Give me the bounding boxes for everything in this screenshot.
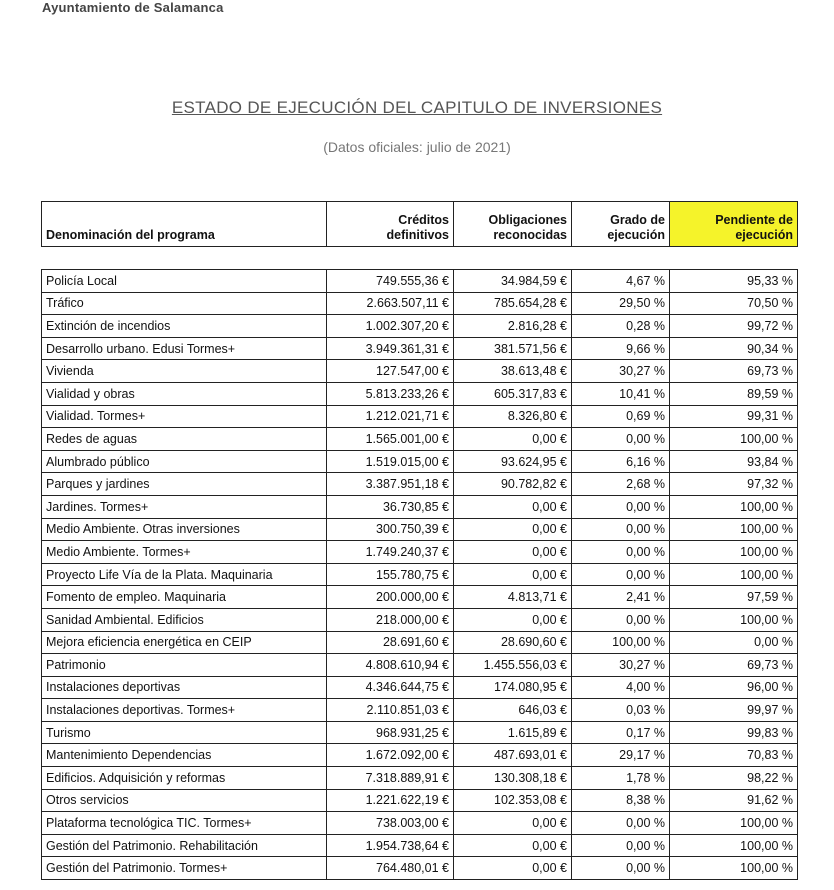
program-name-cell: Edificios. Adquisición y reformas — [42, 767, 327, 790]
column-header-execution-degree — [572, 202, 670, 247]
program-name-cell: Patrimonio — [42, 654, 327, 677]
column-header-pending-line2: ejecución — [735, 228, 793, 242]
credits-cell: 7.318.889,91 € — [327, 767, 454, 790]
program-name-cell: Turismo — [42, 721, 327, 744]
program-name-cell: Mantenimiento Dependencias — [42, 744, 327, 767]
execution-degree-cell: 2,68 % — [572, 473, 670, 496]
obligations-cell: 4.813,71 € — [454, 586, 572, 609]
pending-execution-cell: 100,00 % — [670, 608, 798, 631]
program-name-cell: Redes de aguas — [42, 428, 327, 451]
credits-cell: 300.750,39 € — [327, 518, 454, 541]
spacer-cell — [327, 247, 454, 270]
table-body — [42, 247, 798, 880]
table-row — [42, 315, 798, 338]
execution-degree-cell: 4,67 % — [572, 270, 670, 293]
table-row — [42, 382, 798, 405]
column-header-obligations-line2: reconocidas — [493, 228, 567, 242]
program-name-cell: Fomento de empleo. Maquinaria — [42, 586, 327, 609]
pending-execution-cell: 70,83 % — [670, 744, 798, 767]
obligations-cell: 174.080,95 € — [454, 676, 572, 699]
column-header-pending-execution — [670, 202, 798, 247]
obligations-cell: 1.455.556,03 € — [454, 654, 572, 677]
credits-cell: 127.547,00 € — [327, 360, 454, 383]
execution-degree-cell: 8,38 % — [572, 789, 670, 812]
column-header-obligations — [454, 202, 572, 247]
table-row — [42, 608, 798, 631]
obligations-cell: 381.571,56 € — [454, 337, 572, 360]
pending-execution-cell: 98,22 % — [670, 767, 798, 790]
program-name-cell: Extinción de incendios — [42, 315, 327, 338]
pending-execution-cell: 93,84 % — [670, 450, 798, 473]
spacer-cell — [670, 247, 798, 270]
credits-cell: 1.002.307,20 € — [327, 315, 454, 338]
spacer-cell — [42, 247, 327, 270]
obligations-cell: 2.816,28 € — [454, 315, 572, 338]
execution-degree-cell: 0,00 % — [572, 518, 670, 541]
column-header-execution-degree-line1: Grado de — [610, 213, 665, 227]
table-row — [42, 360, 798, 383]
credits-cell: 2.663.507,11 € — [327, 292, 454, 315]
execution-degree-cell: 0,00 % — [572, 857, 670, 880]
program-name-cell: Otros servicios — [42, 789, 327, 812]
column-header-obligations-line1: Obligaciones — [488, 213, 567, 227]
obligations-cell: 0,00 € — [454, 857, 572, 880]
table-spacer-row — [42, 247, 798, 270]
obligations-cell: 1.615,89 € — [454, 721, 572, 744]
execution-degree-cell: 0,00 % — [572, 608, 670, 631]
obligations-cell: 102.353,08 € — [454, 789, 572, 812]
obligations-cell: 28.690,60 € — [454, 631, 572, 654]
program-name-cell: Medio Ambiente. Otras inversiones — [42, 518, 327, 541]
table-row — [42, 767, 798, 790]
credits-cell: 1.221.622,19 € — [327, 789, 454, 812]
obligations-cell: 785.654,28 € — [454, 292, 572, 315]
obligations-cell: 0,00 € — [454, 541, 572, 564]
credits-cell: 1.519.015,00 € — [327, 450, 454, 473]
pending-execution-cell: 100,00 % — [670, 834, 798, 857]
column-header-pending-line1: Pendiente de — [715, 213, 793, 227]
credits-cell: 2.110.851,03 € — [327, 699, 454, 722]
program-name-cell: Jardines. Tormes+ — [42, 495, 327, 518]
execution-degree-cell: 0,00 % — [572, 541, 670, 564]
obligations-cell: 487.693,01 € — [454, 744, 572, 767]
credits-cell: 4.346.644,75 € — [327, 676, 454, 699]
program-name-cell: Tráfico — [42, 292, 327, 315]
pending-execution-cell: 100,00 % — [670, 541, 798, 564]
pending-execution-cell: 99,31 % — [670, 405, 798, 428]
pending-execution-cell: 100,00 % — [670, 563, 798, 586]
obligations-cell: 38.613,48 € — [454, 360, 572, 383]
table-row — [42, 721, 798, 744]
column-header-credits-line2: definitivos — [386, 228, 449, 242]
execution-degree-cell: 0,17 % — [572, 721, 670, 744]
table-header-row — [42, 202, 798, 247]
obligations-cell: 0,00 € — [454, 495, 572, 518]
credits-cell: 4.808.610,94 € — [327, 654, 454, 677]
pending-execution-cell: 69,73 % — [670, 360, 798, 383]
execution-degree-cell: 0,03 % — [572, 699, 670, 722]
pending-execution-cell: 99,72 % — [670, 315, 798, 338]
obligations-cell: 0,00 € — [454, 428, 572, 451]
pending-execution-cell: 100,00 % — [670, 812, 798, 835]
spacer-cell — [572, 247, 670, 270]
credits-cell: 3.387.951,18 € — [327, 473, 454, 496]
program-name-cell: Policía Local — [42, 270, 327, 293]
program-name-cell: Alumbrado público — [42, 450, 327, 473]
table-row — [42, 292, 798, 315]
program-name-cell: Gestión del Patrimonio. Rehabilitación — [42, 834, 327, 857]
column-header-execution-degree-line2: ejecución — [607, 228, 665, 242]
execution-degree-cell: 0,00 % — [572, 563, 670, 586]
pending-execution-cell: 99,97 % — [670, 699, 798, 722]
table-row — [42, 405, 798, 428]
table-row — [42, 631, 798, 654]
table-row — [42, 541, 798, 564]
table-row — [42, 654, 798, 677]
credits-cell: 1.954.738,64 € — [327, 834, 454, 857]
program-name-cell: Mejora eficiencia energética en CEIP — [42, 631, 327, 654]
pending-execution-cell: 97,59 % — [670, 586, 798, 609]
obligations-cell: 0,00 € — [454, 608, 572, 631]
obligations-cell: 34.984,59 € — [454, 270, 572, 293]
table-row — [42, 428, 798, 451]
table-row — [42, 495, 798, 518]
document-title: ESTADO DE EJECUCIÓN DEL CAPITULO DE INVERSIONES — [171, 98, 663, 117]
table-row — [42, 857, 798, 880]
pending-execution-cell: 91,62 % — [670, 789, 798, 812]
pending-execution-cell: 70,50 % — [670, 292, 798, 315]
obligations-cell: 0,00 € — [454, 812, 572, 835]
obligations-cell: 130.308,18 € — [454, 767, 572, 790]
execution-degree-cell: 0,28 % — [572, 315, 670, 338]
table-row — [42, 518, 798, 541]
execution-degree-cell: 1,78 % — [572, 767, 670, 790]
credits-cell: 738.003,00 € — [327, 812, 454, 835]
organization-name: Ayuntamiento de Salamanca — [42, 0, 224, 15]
credits-cell: 36.730,85 € — [327, 495, 454, 518]
program-name-cell: Proyecto Life Vía de la Plata. Maquinaria — [42, 563, 327, 586]
table-row — [42, 586, 798, 609]
program-name-cell: Medio Ambiente. Tormes+ — [42, 541, 327, 564]
obligations-cell: 93.624,95 € — [454, 450, 572, 473]
execution-degree-cell: 29,50 % — [572, 292, 670, 315]
execution-degree-cell: 9,66 % — [572, 337, 670, 360]
execution-degree-cell: 0,00 % — [572, 428, 670, 451]
program-name-cell: Gestión del Patrimonio. Tormes+ — [42, 857, 327, 880]
credits-cell: 3.949.361,31 € — [327, 337, 454, 360]
program-name-cell: Vialidad. Tormes+ — [42, 405, 327, 428]
execution-degree-cell: 2,41 % — [572, 586, 670, 609]
credits-cell: 200.000,00 € — [327, 586, 454, 609]
credits-cell: 1.565.001,00 € — [327, 428, 454, 451]
execution-degree-cell: 0,00 % — [572, 834, 670, 857]
column-header-program — [42, 202, 327, 247]
pending-execution-cell: 69,73 % — [670, 654, 798, 677]
table-row — [42, 812, 798, 835]
obligations-cell: 0,00 € — [454, 518, 572, 541]
pending-execution-cell: 0,00 % — [670, 631, 798, 654]
credits-cell: 764.480,01 € — [327, 857, 454, 880]
credits-cell: 968.931,25 € — [327, 721, 454, 744]
pending-execution-cell: 100,00 % — [670, 495, 798, 518]
obligations-cell: 0,00 € — [454, 563, 572, 586]
pending-execution-cell: 99,83 % — [670, 721, 798, 744]
table-row — [42, 450, 798, 473]
execution-degree-cell: 4,00 % — [572, 676, 670, 699]
obligations-cell: 605.317,83 € — [454, 382, 572, 405]
column-header-credits-line1: Créditos — [398, 213, 449, 227]
table-row — [42, 473, 798, 496]
credits-cell: 155.780,75 € — [327, 563, 454, 586]
execution-degree-cell: 0,00 % — [572, 812, 670, 835]
pending-execution-cell: 97,32 % — [670, 473, 798, 496]
table-row — [42, 676, 798, 699]
table-row — [42, 699, 798, 722]
pending-execution-cell: 100,00 % — [670, 857, 798, 880]
table-row — [42, 337, 798, 360]
execution-degree-cell: 30,27 % — [572, 360, 670, 383]
credits-cell: 749.555,36 € — [327, 270, 454, 293]
program-name-cell: Plataforma tecnológica TIC. Tormes+ — [42, 812, 327, 835]
pending-execution-cell: 95,33 % — [670, 270, 798, 293]
obligations-cell: 646,03 € — [454, 699, 572, 722]
program-name-cell: Parques y jardines — [42, 473, 327, 496]
execution-degree-cell: 0,00 % — [572, 495, 670, 518]
program-name-cell: Instalaciones deportivas — [42, 676, 327, 699]
obligations-cell: 8.326,80 € — [454, 405, 572, 428]
program-name-cell: Vialidad y obras — [42, 382, 327, 405]
spacer-cell — [454, 247, 572, 270]
column-header-credits — [327, 202, 454, 247]
program-name-cell: Sanidad Ambiental. Edificios — [42, 608, 327, 631]
execution-degree-cell: 30,27 % — [572, 654, 670, 677]
pending-execution-cell: 96,00 % — [670, 676, 798, 699]
column-header-program-label: Denominación del programa — [46, 228, 215, 242]
credits-cell: 5.813.233,26 € — [327, 382, 454, 405]
table-row — [42, 834, 798, 857]
execution-degree-cell: 100,00 % — [572, 631, 670, 654]
pending-execution-cell: 90,34 % — [670, 337, 798, 360]
program-name-cell: Vivienda — [42, 360, 327, 383]
credits-cell: 1.212.021,71 € — [327, 405, 454, 428]
pending-execution-cell: 89,59 % — [670, 382, 798, 405]
table-row — [42, 270, 798, 293]
table-row — [42, 789, 798, 812]
credits-cell: 1.749.240,37 € — [327, 541, 454, 564]
execution-degree-cell: 29,17 % — [572, 744, 670, 767]
pending-execution-cell: 100,00 % — [670, 518, 798, 541]
execution-degree-cell: 10,41 % — [572, 382, 670, 405]
execution-degree-cell: 6,16 % — [572, 450, 670, 473]
investment-table — [41, 201, 798, 880]
table-row — [42, 744, 798, 767]
credits-cell: 218.000,00 € — [327, 608, 454, 631]
obligations-cell: 0,00 € — [454, 834, 572, 857]
execution-degree-cell: 0,69 % — [572, 405, 670, 428]
pending-execution-cell: 100,00 % — [670, 428, 798, 451]
obligations-cell: 90.782,82 € — [454, 473, 572, 496]
program-name-cell: Desarrollo urbano. Edusi Tormes+ — [42, 337, 327, 360]
credits-cell: 28.691,60 € — [327, 631, 454, 654]
credits-cell: 1.672.092,00 € — [327, 744, 454, 767]
table-row — [42, 563, 798, 586]
document-subtitle: (Datos oficiales: julio de 2021) — [323, 139, 511, 155]
program-name-cell: Instalaciones deportivas. Tormes+ — [42, 699, 327, 722]
